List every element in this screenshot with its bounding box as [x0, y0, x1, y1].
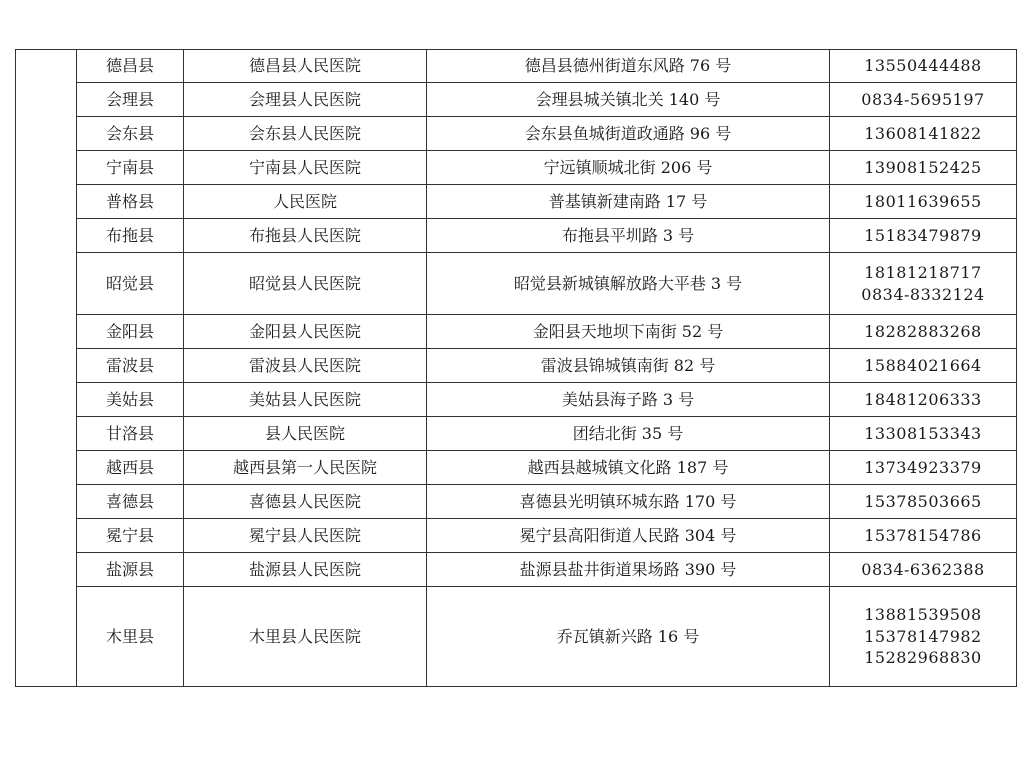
county-cell: 雷波县	[77, 349, 184, 383]
region-group-cell	[16, 50, 77, 687]
table-row	[16, 253, 1017, 315]
phone-cell	[830, 485, 1017, 519]
hospital-cell: 会理县人民医院	[184, 83, 427, 117]
county-cell: 盐源县	[77, 553, 184, 587]
phone-number: 13908152425	[864, 157, 982, 177]
county-cell: 会东县	[77, 117, 184, 151]
table-row	[16, 417, 1017, 451]
county-cell: 昭觉县	[77, 253, 184, 315]
table-row	[16, 117, 1017, 151]
hospital-cell: 会东县人民医院	[184, 117, 427, 151]
phone-number: 15378503665	[864, 491, 982, 511]
phone-cell	[830, 117, 1017, 151]
table-row	[16, 349, 1017, 383]
county-cell: 冕宁县	[77, 519, 184, 553]
address-cell: 会理县城关镇北关 140 号	[427, 83, 830, 117]
address-cell: 团结北街 35 号	[427, 417, 830, 451]
phone-number: 13881539508	[864, 605, 982, 625]
phone-cell	[830, 587, 1017, 687]
table-row	[16, 553, 1017, 587]
table-row	[16, 383, 1017, 417]
address-cell: 越西县越城镇文化路 187 号	[427, 451, 830, 485]
hospital-cell: 木里县人民医院	[184, 587, 427, 687]
phone-cell	[830, 219, 1017, 253]
phone-cell	[830, 383, 1017, 417]
phone-cell	[830, 151, 1017, 185]
phone-cell	[830, 83, 1017, 117]
phone-number: 15378147982	[864, 626, 982, 646]
county-cell: 宁南县	[77, 151, 184, 185]
phone-number: 13608141822	[864, 123, 982, 143]
phone-cell	[830, 50, 1017, 83]
county-cell: 喜德县	[77, 485, 184, 519]
county-cell: 甘洛县	[77, 417, 184, 451]
phone-cell	[830, 349, 1017, 383]
phone-number: 0834-6362388	[861, 559, 985, 579]
address-cell: 德昌县德州街道东风路 76 号	[427, 50, 830, 83]
table-row	[16, 151, 1017, 185]
county-cell: 美姑县	[77, 383, 184, 417]
hospital-cell: 雷波县人民医院	[184, 349, 427, 383]
table-row	[16, 83, 1017, 117]
county-cell: 普格县	[77, 185, 184, 219]
hospital-cell: 德昌县人民医院	[184, 50, 427, 83]
address-cell: 美姑县海子路 3 号	[427, 383, 830, 417]
phone-number: 15884021664	[864, 355, 982, 375]
phone-number: 15183479879	[864, 225, 982, 245]
phone-cell	[830, 253, 1017, 315]
address-cell: 雷波县锦城镇南街 82 号	[427, 349, 830, 383]
address-cell: 昭觉县新城镇解放路大平巷 3 号	[427, 253, 830, 315]
address-cell: 宁远镇顺城北街 206 号	[427, 151, 830, 185]
phone-cell	[830, 553, 1017, 587]
phone-number: 18181218717	[864, 262, 982, 282]
hospital-cell: 越西县第一人民医院	[184, 451, 427, 485]
table-row	[16, 519, 1017, 553]
address-cell: 普基镇新建南路 17 号	[427, 185, 830, 219]
address-cell: 乔瓦镇新兴路 16 号	[427, 587, 830, 687]
hospital-cell: 县人民医院	[184, 417, 427, 451]
table-row	[16, 219, 1017, 253]
phone-cell	[830, 451, 1017, 485]
address-cell: 冕宁县高阳街道人民路 304 号	[427, 519, 830, 553]
hospital-cell: 宁南县人民医院	[184, 151, 427, 185]
table-row	[16, 50, 1017, 83]
phone-cell	[830, 315, 1017, 349]
phone-number: 15282968830	[864, 648, 982, 668]
address-cell: 喜德县光明镇环城东路 170 号	[427, 485, 830, 519]
phone-cell	[830, 185, 1017, 219]
address-cell: 盐源县盐井街道果场路 390 号	[427, 553, 830, 587]
table-body	[16, 50, 1017, 687]
phone-cell	[830, 519, 1017, 553]
address-cell: 会东县鱼城街道政通路 96 号	[427, 117, 830, 151]
county-cell: 德昌县	[77, 50, 184, 83]
table-row	[16, 185, 1017, 219]
address-cell: 金阳县天地坝下南街 52 号	[427, 315, 830, 349]
hospital-cell: 喜德县人民医院	[184, 485, 427, 519]
hospital-directory-table	[15, 49, 1017, 687]
table-row	[16, 485, 1017, 519]
phone-number: 13308153343	[864, 423, 982, 443]
phone-number: 0834-8332124	[861, 284, 985, 304]
hospital-cell: 人民医院	[184, 185, 427, 219]
phone-number: 18282883268	[864, 321, 982, 341]
county-cell: 越西县	[77, 451, 184, 485]
county-cell: 金阳县	[77, 315, 184, 349]
hospital-cell: 昭觉县人民医院	[184, 253, 427, 315]
hospital-cell: 盐源县人民医院	[184, 553, 427, 587]
hospital-cell: 冕宁县人民医院	[184, 519, 427, 553]
table-row	[16, 587, 1017, 687]
table-row	[16, 451, 1017, 485]
phone-cell	[830, 417, 1017, 451]
address-cell: 布拖县平圳路 3 号	[427, 219, 830, 253]
hospital-cell: 美姑县人民医院	[184, 383, 427, 417]
phone-number: 15378154786	[864, 525, 982, 545]
table-row	[16, 315, 1017, 349]
county-cell: 布拖县	[77, 219, 184, 253]
phone-number: 13734923379	[864, 457, 982, 477]
hospital-cell: 布拖县人民医院	[184, 219, 427, 253]
phone-number: 13550444488	[864, 56, 982, 76]
county-cell: 会理县	[77, 83, 184, 117]
phone-number: 18481206333	[864, 389, 982, 409]
hospital-cell: 金阳县人民医院	[184, 315, 427, 349]
phone-number: 0834-5695197	[861, 89, 985, 109]
county-cell: 木里县	[77, 587, 184, 687]
phone-number: 18011639655	[864, 191, 982, 211]
